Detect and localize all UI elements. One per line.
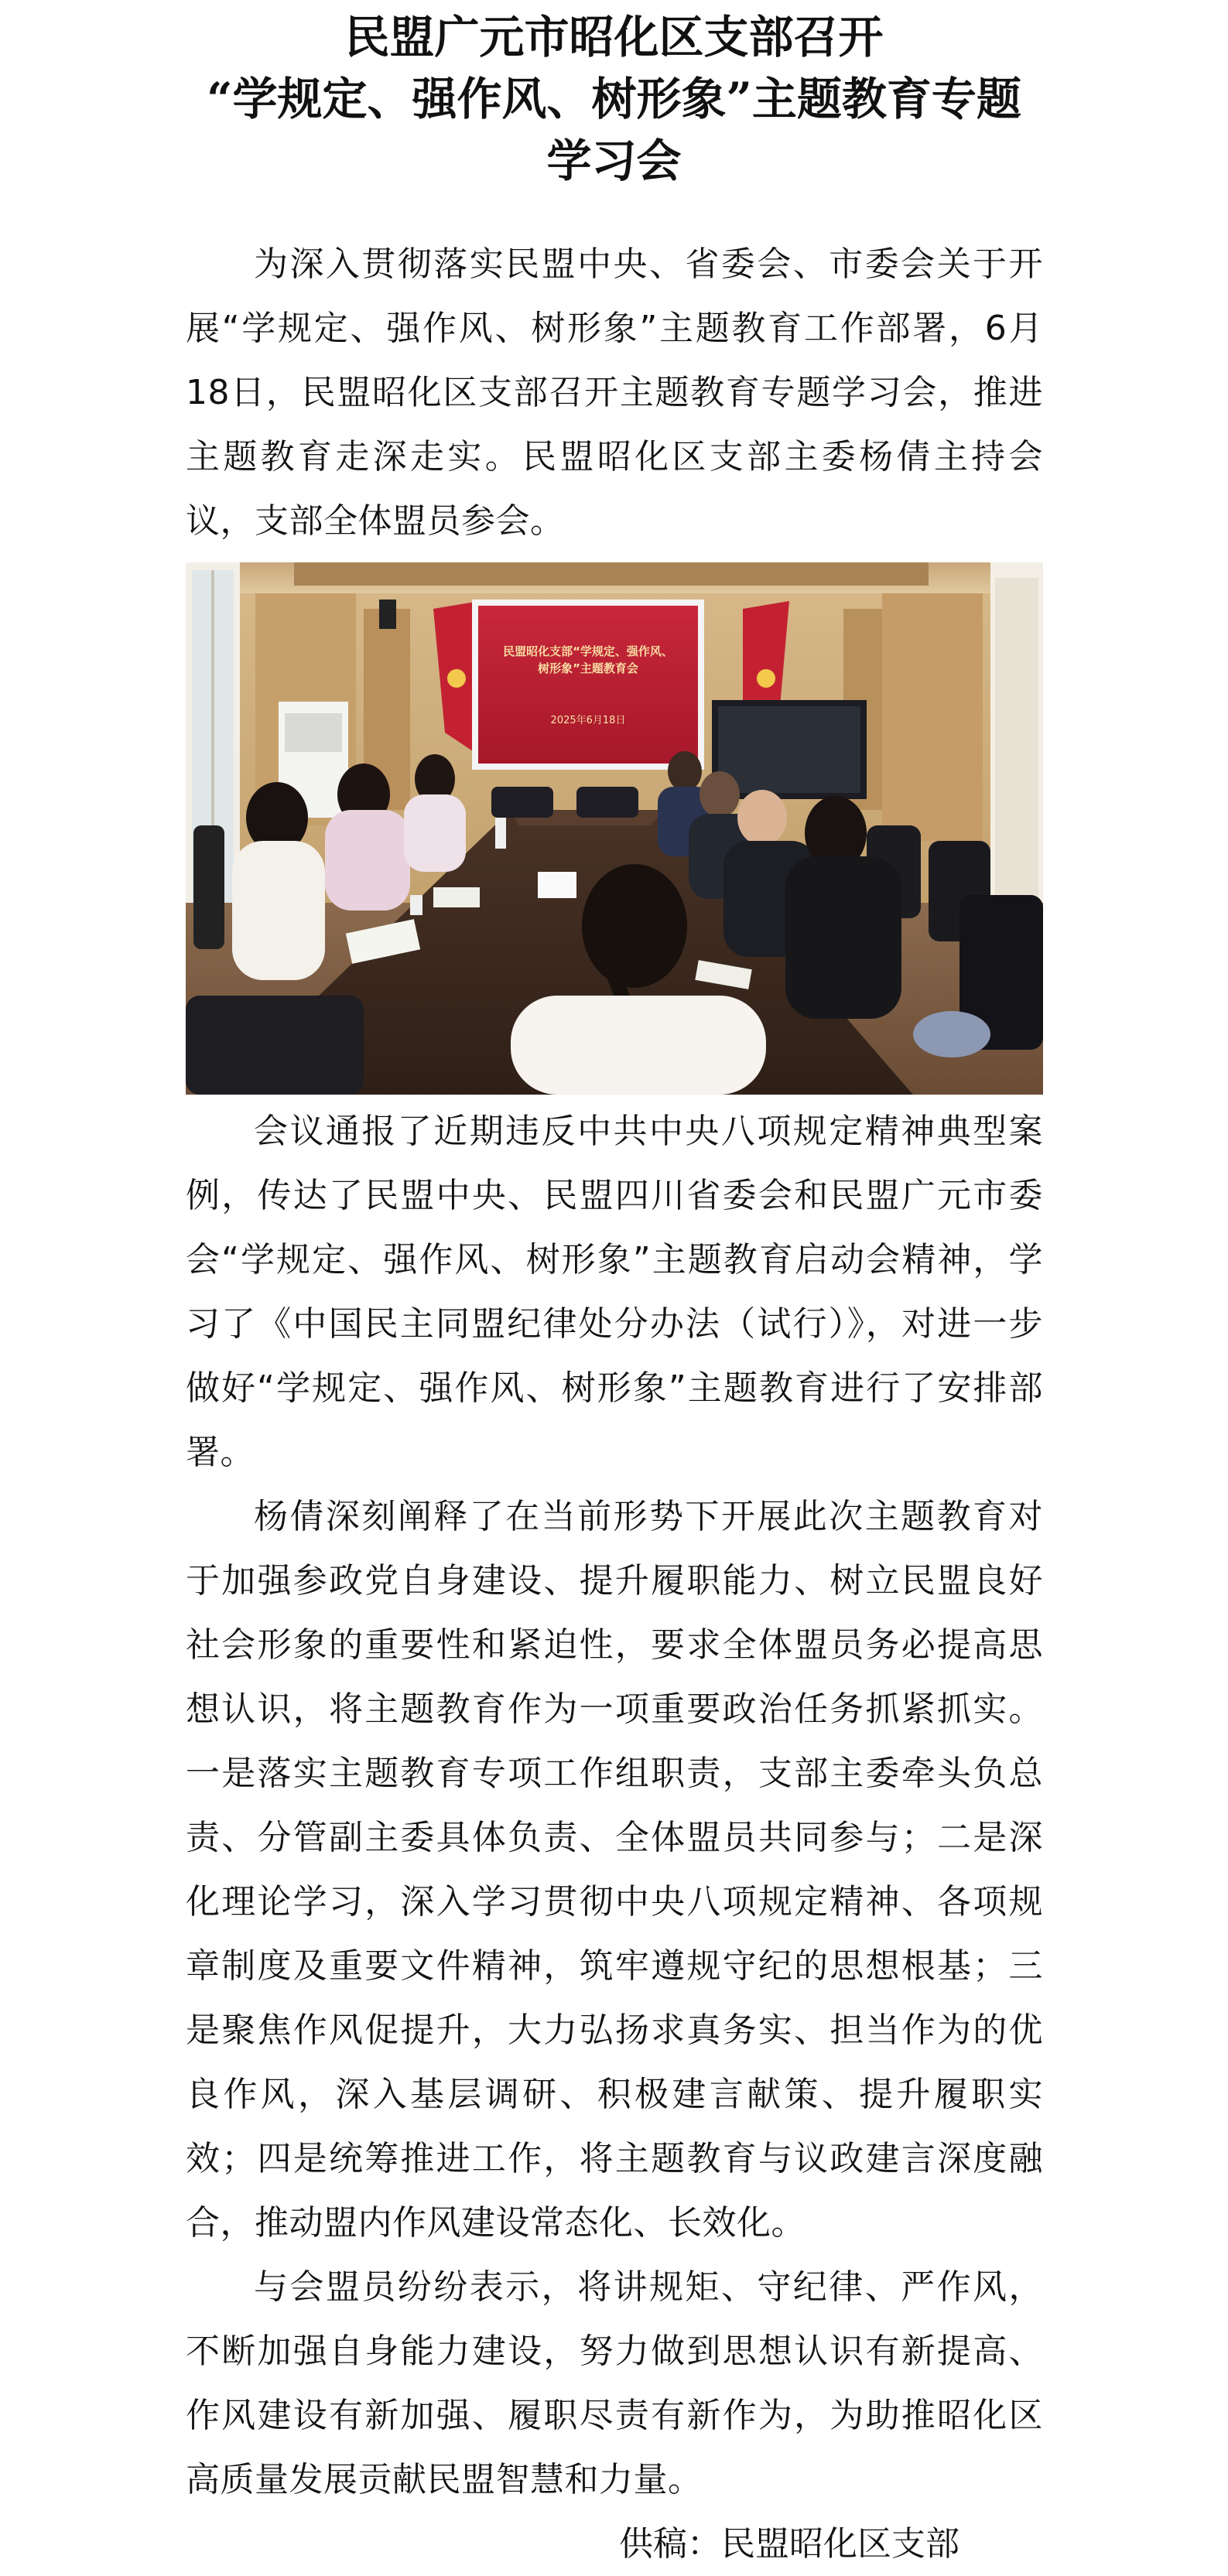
title-line: “学规定、强作风、树形象”主题教育专题	[207, 73, 1021, 125]
title-line: 民盟广元市昭化区支部召开	[344, 11, 884, 63]
paragraph-response: 与会盟员纷纷表示，将讲规矩、守纪律、严作风，不断加强自身能力建设，努力做到思想认识有新提高、作风建设有新加强、履职尽责有新作为，为助推昭化区高质量发展贡献民盟智慧和力量。	[186, 2267, 1043, 2499]
paragraph-speech: 杨倩深刻阐释了在当前形势下开展此次主题教育对于加强参政党自身建设、提升履职能力、树立民盟良好社会形象的重要性和紧迫性，要求全体盟员务必提高思想认识，将主题教育作为一项重要政治任务抓紧抓实。一是落实主题教育专项工作组职责，支部主委牵头负总责、分管副主委具体负责、全体盟员共同参与；二是深化理论学习，深入学习贯彻中央八项规定精神、各项规章制度及重要文件精神，筑牢遵规守纪的思想根基；三是聚焦作风促提升，大力弘扬求真务实、担当作为的优良作风，深入基层调研、积极建言献策、提升履职实效；四是统筹推进工作，将主题教育与议政建言深度融合，推动盟内作风建设常态化、长效化。	[186, 1497, 1043, 2243]
meeting-photo	[186, 562, 1043, 1095]
screen-date: 2025年6月18日	[550, 715, 626, 726]
screen-title-line: 民盟昭化支部“学规定、强作风、	[503, 644, 673, 658]
article-title	[0, 6, 1228, 192]
article-credit: 供稿：民盟昭化区支部	[619, 2524, 959, 2564]
screen-title-line: 树形象”主题教育会	[538, 661, 638, 675]
paragraph-intro: 为深入贯彻落实民盟中央、省委会、市委会关于开展“学规定、强作风、树形象”主题教育工作部署，6月18日，民盟昭化区支部召开主题教育专题学习会，推进主题教育走深走实。民盟昭化区支部主委杨倩主持会议，支部全体盟员参会。	[186, 244, 1043, 541]
article-body	[186, 232, 1043, 2576]
paragraph-meeting: 会议通报了近期违反中共中央八项规定精神典型案例，传达了民盟中央、民盟四川省委会和民盟广元市委会“学规定、强作风、树形象”主题教育启动会精神，学习了《中国民主同盟纪律处分办法（试行）》，对进一步做好“学规定、强作风、树形象”主题教育进行了安排部署。	[186, 1112, 1043, 1472]
title-line: 学习会	[546, 135, 682, 187]
